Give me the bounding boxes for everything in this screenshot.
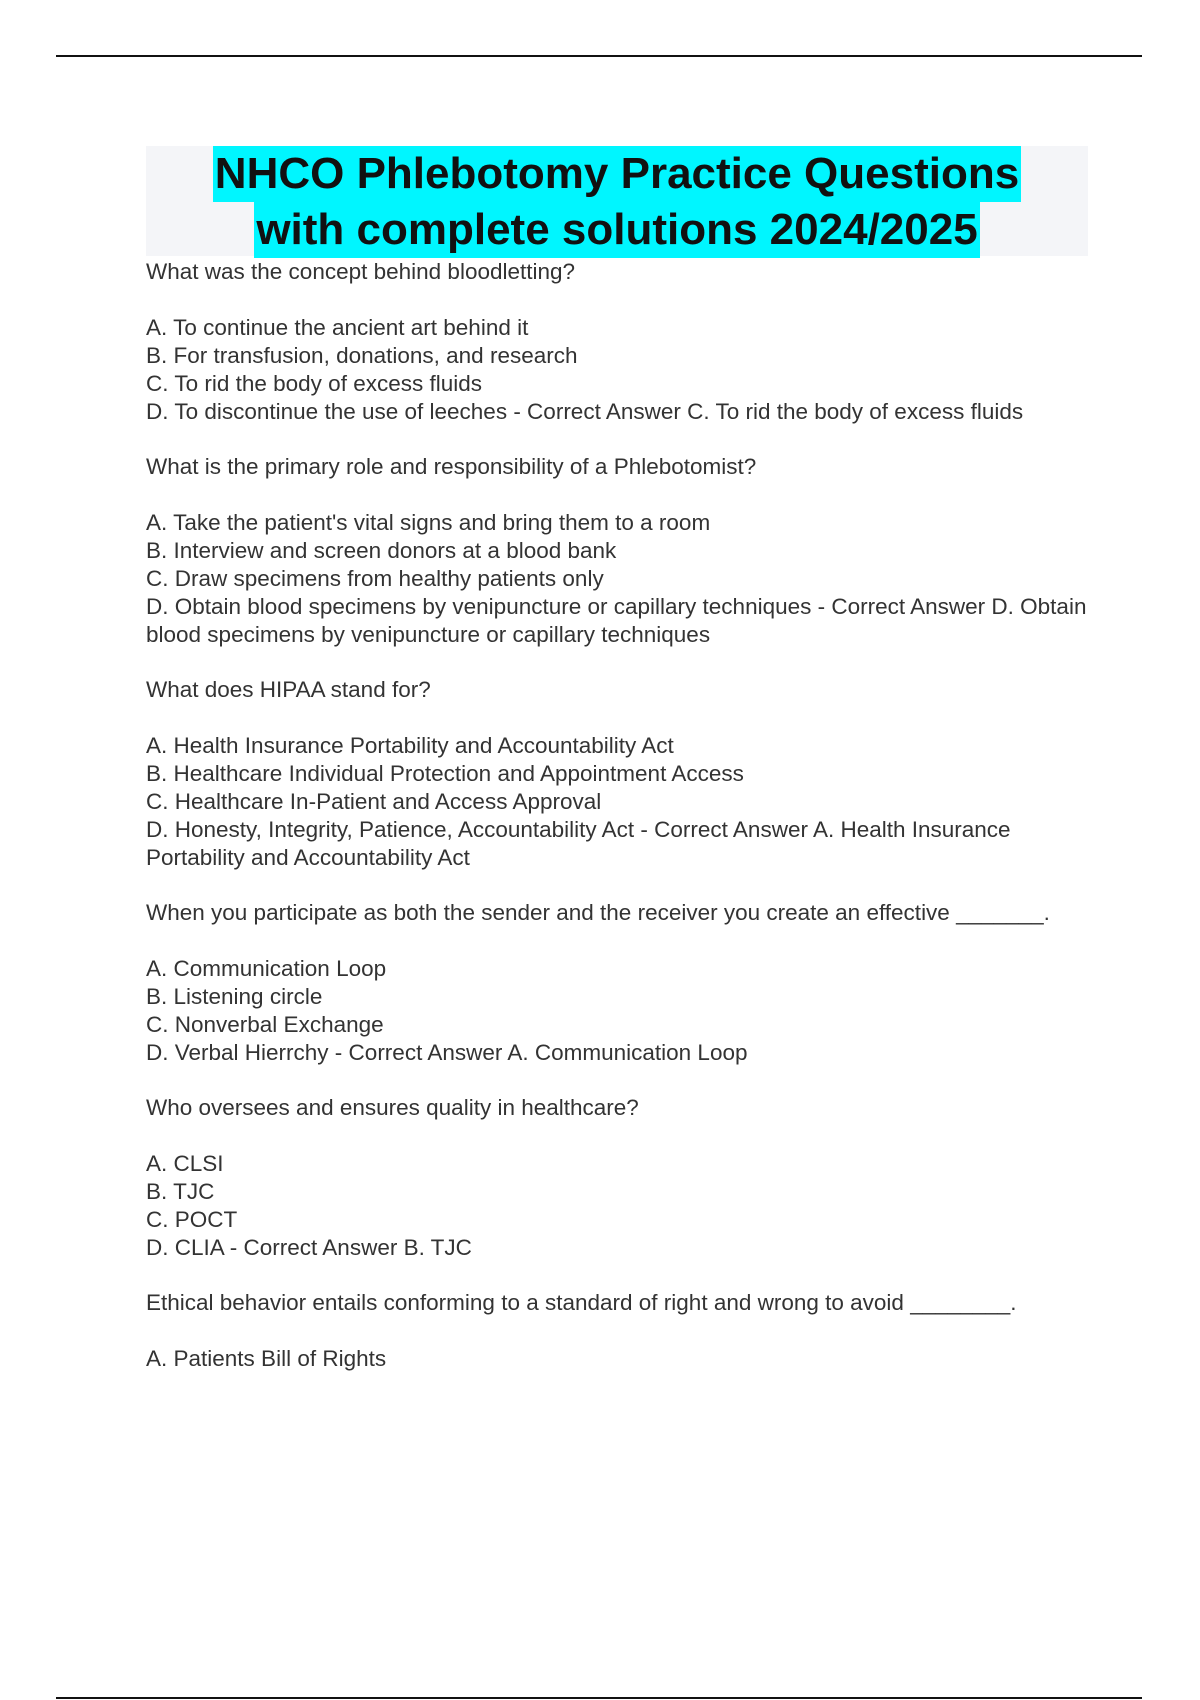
answer-option-with-correct-answer: D. Verbal Hierrchy - Correct Answer A. Communication Loop: [146, 1040, 748, 1065]
answer-option: A. To continue the ancient art behind it: [146, 315, 529, 340]
answer-option: B. Healthcare Individual Protection and Appointment Access: [146, 761, 744, 786]
question-block: [146, 258, 1096, 426]
question-text: What was the concept behind bloodletting?: [146, 259, 576, 284]
answer-option: A. Communication Loop: [146, 956, 387, 981]
question-text: Who oversees and ensures quality in healthcare?: [146, 1095, 639, 1120]
answer-option: B. TJC: [146, 1179, 215, 1204]
answer-option: C. Draw specimens from healthy patients only: [146, 566, 604, 591]
title-line-2: with complete solutions 2024/2025: [254, 202, 979, 258]
answer-option: A. Patients Bill of Rights: [146, 1346, 387, 1371]
question-block: [146, 453, 1096, 649]
answer-option: A. CLSI: [146, 1151, 224, 1176]
question-text: Ethical behavior entails conforming to a standard of right and wrong to avoid ________.: [146, 1290, 1017, 1315]
question-text: When you participate as both the sender and the receiver you create an effective _______.: [146, 900, 1050, 925]
answer-option: C. To rid the body of excess fluids: [146, 371, 483, 396]
answer-option: B. For transfusion, donations, and research: [146, 343, 578, 368]
answer-option-with-correct-answer: D. CLIA - Correct Answer B. TJC: [146, 1235, 472, 1260]
answer-option: C. POCT: [146, 1207, 238, 1232]
question-block: [146, 676, 1096, 872]
answer-option: B. Listening circle: [146, 984, 323, 1009]
question-text: What does HIPAA stand for?: [146, 677, 431, 702]
answer-option: C. Nonverbal Exchange: [146, 1012, 384, 1037]
bottom-rule: [56, 1697, 1142, 1699]
answer-option: C. Healthcare In-Patient and Access Approval: [146, 789, 602, 814]
answer-option: A. Take the patient's vital signs and bring them to a room: [146, 510, 711, 535]
document-title: [146, 146, 1088, 256]
answer-option-with-correct-answer: D. Obtain blood specimens by venipuncture or capillary techniques - Correct Answer D. Obtain blood specimens by venipuncture or capillary techniques: [146, 594, 1087, 647]
answer-option: A. Health Insurance Portability and Accountability Act: [146, 733, 674, 758]
answer-option-with-correct-answer: D. Honesty, Integrity, Patience, Accountability Act - Correct Answer A. Health Insurance Portability and Accountability Act: [146, 817, 1011, 870]
question-block: [146, 1289, 1096, 1373]
question-block: [146, 1094, 1096, 1262]
question-text: What is the primary role and responsibility of a Phlebotomist?: [146, 454, 757, 479]
top-rule: [56, 55, 1142, 57]
questions-list: [146, 258, 1096, 1400]
answer-option: B. Interview and screen donors at a blood bank: [146, 538, 617, 563]
title-line-1: NHCO Phlebotomy Practice Questions: [213, 146, 1021, 202]
answer-option-with-correct-answer: D. To discontinue the use of leeches - Correct Answer C. To rid the body of excess fluids: [146, 399, 1024, 424]
question-block: [146, 899, 1096, 1067]
